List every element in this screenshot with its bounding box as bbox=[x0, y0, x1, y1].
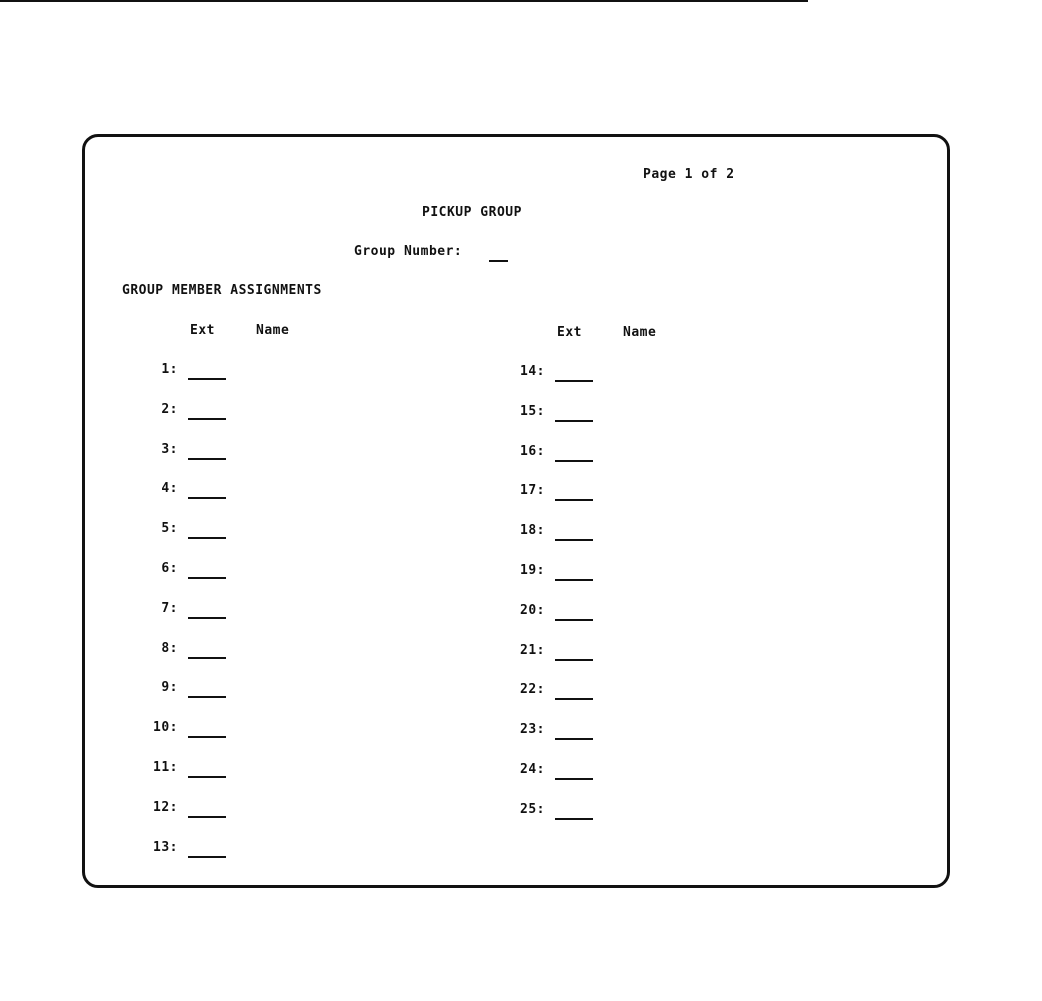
member-number-label: 25: bbox=[520, 801, 545, 817]
member-ext-field[interactable] bbox=[555, 499, 593, 501]
member-number-label: 9: bbox=[161, 680, 178, 696]
member-number-label: 19: bbox=[520, 563, 545, 578]
group-number-label: Group Number: bbox=[354, 244, 463, 259]
member-number-label: 24: bbox=[520, 762, 545, 777]
column-header-name-right: Name bbox=[623, 325, 657, 340]
member-ext-field[interactable] bbox=[555, 738, 593, 740]
member-ext-field[interactable] bbox=[555, 579, 593, 581]
member-ext-field[interactable] bbox=[555, 698, 593, 700]
member-ext-field[interactable] bbox=[555, 659, 593, 661]
member-ext-field[interactable] bbox=[188, 497, 226, 499]
member-number-label: 10: bbox=[153, 720, 178, 736]
member-number-label: 1: bbox=[161, 362, 178, 377]
member-ext-field[interactable] bbox=[555, 460, 593, 462]
member-number-label: 13: bbox=[153, 839, 178, 855]
member-number-label: 23: bbox=[520, 722, 545, 738]
member-ext-field[interactable] bbox=[188, 776, 226, 778]
member-number-label: 5: bbox=[161, 521, 178, 537]
member-ext-field[interactable] bbox=[188, 418, 226, 420]
member-number-label: 8: bbox=[161, 640, 178, 656]
member-number-label: 11: bbox=[153, 760, 178, 775]
member-number-label: 17: bbox=[520, 483, 545, 499]
column-header-ext-left: Ext bbox=[190, 323, 215, 338]
member-ext-field[interactable] bbox=[188, 617, 226, 619]
member-number-label: 7: bbox=[161, 600, 178, 616]
member-number-label: 20: bbox=[520, 602, 545, 618]
column-header-ext-right: Ext bbox=[557, 325, 582, 340]
member-ext-field[interactable] bbox=[555, 778, 593, 780]
section-title: GROUP MEMBER ASSIGNMENTS bbox=[122, 283, 322, 298]
member-ext-field[interactable] bbox=[188, 736, 226, 738]
form-title: PICKUP GROUP bbox=[422, 205, 522, 220]
group-number-field[interactable] bbox=[489, 260, 508, 262]
member-number-label: 15: bbox=[520, 403, 545, 419]
member-number-label: 21: bbox=[520, 642, 545, 658]
member-number-label: 16: bbox=[520, 443, 545, 459]
member-ext-field[interactable] bbox=[188, 458, 226, 460]
member-number-label: 18: bbox=[520, 523, 545, 539]
member-ext-field[interactable] bbox=[188, 378, 226, 380]
member-ext-field[interactable] bbox=[555, 539, 593, 541]
member-number-label: 12: bbox=[153, 799, 178, 815]
member-ext-field[interactable] bbox=[188, 696, 226, 698]
member-ext-field[interactable] bbox=[188, 657, 226, 659]
member-number-label: 4: bbox=[161, 481, 178, 497]
member-number-label: 6: bbox=[161, 561, 178, 576]
member-ext-field[interactable] bbox=[188, 816, 226, 818]
member-number-label: 2: bbox=[161, 401, 178, 417]
member-ext-field[interactable] bbox=[555, 420, 593, 422]
member-number-label: 14: bbox=[520, 364, 545, 379]
member-ext-field[interactable] bbox=[555, 619, 593, 621]
member-ext-field[interactable] bbox=[188, 577, 226, 579]
member-ext-field[interactable] bbox=[555, 818, 593, 820]
member-number-label: 3: bbox=[161, 441, 178, 457]
page-indicator: Page 1 of 2 bbox=[643, 167, 735, 182]
member-ext-field[interactable] bbox=[188, 537, 226, 539]
column-header-name-left: Name bbox=[256, 323, 290, 338]
top-rule bbox=[0, 0, 808, 2]
member-number-label: 22: bbox=[520, 682, 545, 698]
member-ext-field[interactable] bbox=[555, 380, 593, 382]
member-ext-field[interactable] bbox=[188, 856, 226, 858]
